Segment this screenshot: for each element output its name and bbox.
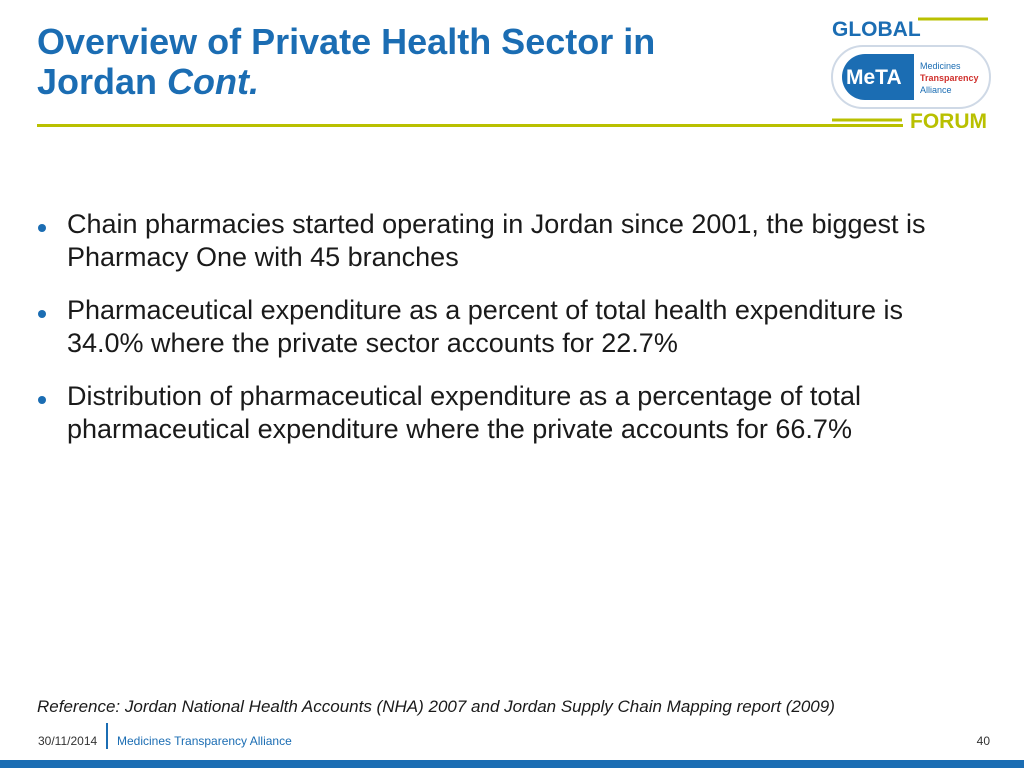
footer-divider [106,723,108,749]
reference-note: Reference: Jordan National Health Accounts (NHA) 2007 and Jordan Supply Chain Mapping report (2009) [37,697,835,716]
title-line-1: Overview of Private Health Sector in [37,21,656,62]
logo-forum-text: FORUM [910,110,987,132]
logo-line-1: Medicines [920,61,961,71]
bullet-text: Chain pharmacies started operating in Jordan since 2001, the biggest is Pharmacy One with 45 branches [67,209,926,272]
bullet-item [36,208,976,274]
bullet-item [36,380,976,446]
bullet-list [36,208,976,466]
bullet-item [36,294,976,360]
logo-meta-text: MeTA [846,66,902,89]
title-line-2: Jordan [37,61,168,102]
bullet-text: Pharmaceutical expenditure as a percent of total health expenditure is 34.0% where the private sector accounts for 22.7% [67,295,904,358]
footer-date: 30/11/2014 [38,734,98,748]
title-underline [37,124,903,127]
bullet-text: Distribution of pharmaceutical expenditure as a percentage of total pharmaceutical expenditure where the private accounts for 66.7% [67,381,861,444]
title-cont: Cont. [167,61,259,102]
bottom-brand-bar [0,760,1024,768]
meta-global-forum-logo [826,10,996,132]
page-number: 40 [976,734,990,748]
bullet-dot-icon [38,396,46,404]
logo-global-text: GLOBAL [832,18,921,41]
logo-line-3: Alliance [920,85,952,95]
bullet-dot-icon [38,224,46,232]
logo-line-2: Transparency [920,73,979,83]
bullet-dot-icon [38,310,46,318]
footer-organization: Medicines Transparency Alliance [117,734,292,748]
slide-title [37,22,837,102]
